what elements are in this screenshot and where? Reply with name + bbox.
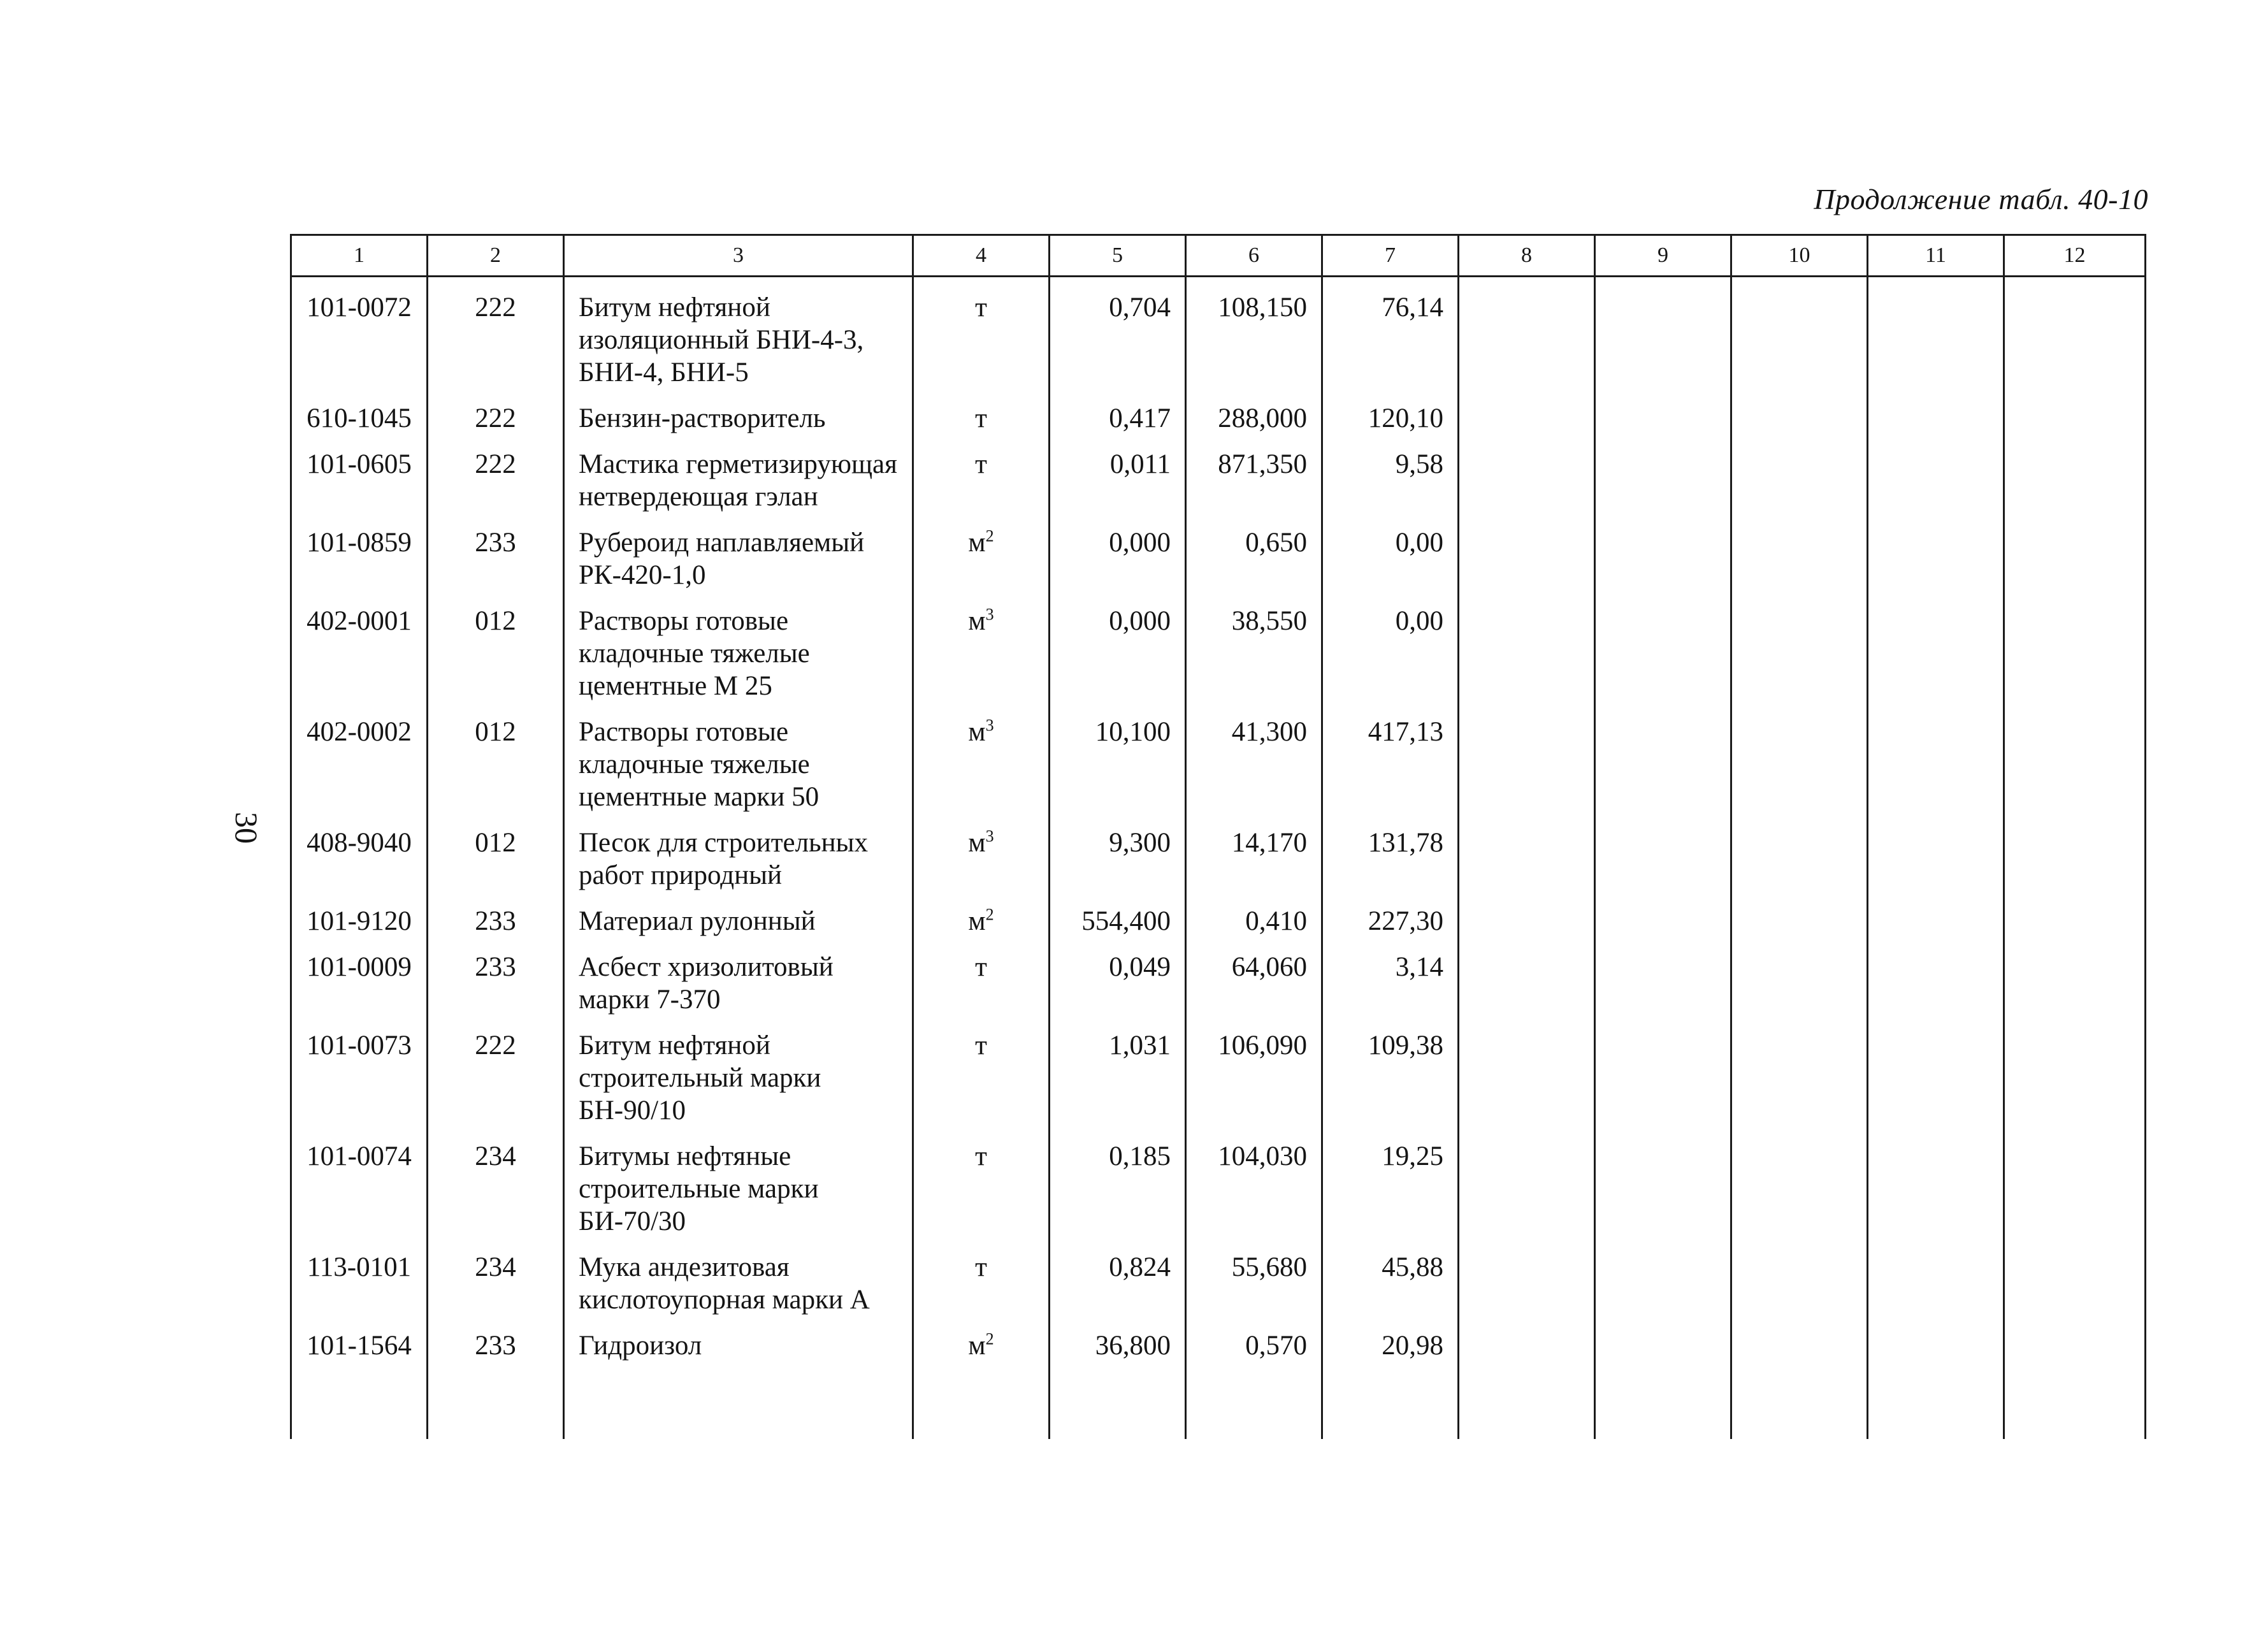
resource-code-cell [291,1029,428,1140]
unit-cell [913,951,1050,1029]
filler-cell [913,1375,1050,1439]
quantity-cell [1050,1251,1186,1329]
table-filler-row [291,1375,2146,1439]
table-body [291,277,2146,1440]
unit-exponent: 2 [985,526,994,546]
unit-price-cell [1186,1329,1322,1375]
resource-code-cell [291,1251,428,1329]
unit-text: м [968,717,986,747]
empty-cell-col-9 [1595,1140,1731,1251]
table-row [291,951,2146,1029]
empty-cell-col-10 [1731,526,1868,605]
empty-cell-col-11 [1868,1140,2004,1251]
materials-table [290,234,2146,1439]
unit-text: м [968,606,986,636]
unit-price-text: 14,170 [1231,828,1307,858]
empty-cell-col-12 [2004,716,2146,827]
empty-cell-col-10 [1731,605,1868,716]
total-cost-text: 9,58 [1395,449,1443,479]
unit-price-cell [1186,1140,1322,1251]
unit-cell [913,716,1050,827]
resource-code-cell [291,1329,428,1375]
empty-cell-col-11 [1868,448,2004,526]
empty-cell-col-11 [1868,827,2004,905]
resource-code-cell [291,402,428,448]
material-name-cell [564,402,913,448]
unit-cell [913,605,1050,716]
group-code-cell [428,277,564,403]
table-row [291,402,2146,448]
material-name-cell [564,1140,913,1251]
resource-code-cell [291,905,428,951]
group-code-text: 012 [475,828,516,858]
total-cost-cell [1322,951,1459,1029]
group-code-text: 234 [475,1141,516,1171]
material-name-text: Битум нефтяной строительный марки БН-90/10 [579,1030,821,1125]
quantity-text: 36,800 [1095,1331,1171,1361]
group-code-cell [428,1140,564,1251]
empty-cell-col-10 [1731,1140,1868,1251]
empty-cell-col-8 [1459,526,1595,605]
unit-text: м [968,828,986,858]
group-code-cell [428,1251,564,1329]
resource-code-text: 101-0073 [307,1030,412,1060]
empty-cell-col-12 [2004,1329,2146,1375]
header-col-3: 3 [564,235,913,277]
unit-price-text: 108,150 [1218,293,1307,322]
quantity-cell [1050,716,1186,827]
empty-cell-col-12 [2004,277,2146,403]
group-code-cell [428,905,564,951]
group-code-text: 233 [475,952,516,982]
material-name-cell [564,605,913,716]
material-name-text: Растворы готовые кладочные тяжелые цементные марки 50 [579,717,820,812]
material-name-text: Асбест хризолитовый марки 7-370 [579,952,834,1015]
empty-cell-col-10 [1731,1329,1868,1375]
group-code-cell [428,1329,564,1375]
unit-text: т [975,952,987,982]
quantity-text: 0,000 [1109,606,1171,636]
total-cost-text: 19,25 [1382,1141,1443,1171]
empty-cell-col-8 [1459,1140,1595,1251]
unit-text: м [968,528,986,558]
quantity-cell [1050,605,1186,716]
filler-cell [564,1375,913,1439]
group-code-cell [428,605,564,716]
unit-text: т [975,1252,987,1282]
resource-code-text: 101-0009 [307,952,412,982]
empty-cell-col-10 [1731,277,1868,403]
material-name-cell [564,1251,913,1329]
unit-exponent: 3 [985,716,994,735]
material-name-cell [564,716,913,827]
empty-cell-col-11 [1868,1029,2004,1140]
empty-cell-col-10 [1731,951,1868,1029]
quantity-text: 0,824 [1109,1252,1171,1282]
material-name-cell [564,827,913,905]
empty-cell-col-12 [2004,1029,2146,1140]
empty-cell-col-12 [2004,402,2146,448]
header-col-4: 4 [913,235,1050,277]
empty-cell-col-12 [2004,905,2146,951]
empty-cell-col-9 [1595,1329,1731,1375]
group-code-text: 012 [475,717,516,747]
total-cost-cell [1322,605,1459,716]
quantity-text: 10,100 [1095,717,1171,747]
resource-code-text: 408-9040 [307,828,412,858]
unit-cell [913,1140,1050,1251]
empty-cell-col-9 [1595,905,1731,951]
empty-cell-col-11 [1868,905,2004,951]
group-code-text: 222 [475,293,516,322]
empty-cell-col-9 [1595,1251,1731,1329]
material-name-text: Мастика герметизирующая нетвердеющая гэлан [579,449,897,512]
total-cost-cell [1322,1251,1459,1329]
unit-text: т [975,293,987,322]
material-name-text: Битум нефтяной изоляционный БНИ-4-3, БНИ-4, БНИ-5 [579,293,864,387]
total-cost-cell [1322,827,1459,905]
total-cost-cell [1322,1029,1459,1140]
header-col-5: 5 [1050,235,1186,277]
empty-cell-col-10 [1731,827,1868,905]
material-name-cell [564,905,913,951]
unit-exponent: 2 [985,1329,994,1349]
resource-code-cell [291,716,428,827]
filler-cell [1731,1375,1868,1439]
group-code-text: 012 [475,606,516,636]
empty-cell-col-10 [1731,716,1868,827]
empty-cell-col-9 [1595,951,1731,1029]
resource-code-text: 101-9120 [307,906,412,936]
total-cost-cell [1322,277,1459,403]
header-col-11: 11 [1868,235,2004,277]
group-code-text: 222 [475,1030,516,1060]
resource-code-text: 101-0074 [307,1141,412,1171]
filler-cell [2004,1375,2146,1439]
unit-price-cell [1186,1029,1322,1140]
resource-code-cell [291,448,428,526]
empty-cell-col-12 [2004,1140,2146,1251]
header-col-10: 10 [1731,235,1868,277]
empty-cell-col-8 [1459,402,1595,448]
table-row [291,716,2146,827]
unit-cell [913,402,1050,448]
group-code-text: 234 [475,1252,516,1282]
table-row [291,1029,2146,1140]
quantity-cell [1050,827,1186,905]
empty-cell-col-8 [1459,827,1595,905]
group-code-text: 233 [475,906,516,936]
unit-cell [913,827,1050,905]
header-col-7: 7 [1322,235,1459,277]
filler-cell [1868,1375,2004,1439]
total-cost-cell [1322,1140,1459,1251]
total-cost-cell [1322,716,1459,827]
unit-price-text: 55,680 [1231,1252,1307,1282]
resource-code-text: 402-0002 [307,717,412,747]
resource-code-text: 101-0859 [307,528,412,558]
material-name-cell [564,277,913,403]
quantity-cell [1050,448,1186,526]
empty-cell-col-11 [1868,1329,2004,1375]
table-row [291,526,2146,605]
unit-cell [913,526,1050,605]
unit-cell [913,448,1050,526]
unit-price-cell [1186,905,1322,951]
page-number: 30 [229,812,264,844]
resource-code-text: 101-1564 [307,1331,412,1361]
quantity-text: 0,049 [1109,952,1171,982]
quantity-text: 0,417 [1109,403,1171,433]
unit-price-text: 104,030 [1218,1141,1307,1171]
unit-price-text: 38,550 [1231,606,1307,636]
unit-exponent: 3 [985,827,994,846]
unit-price-cell [1186,526,1322,605]
empty-cell-col-9 [1595,827,1731,905]
header-col-9: 9 [1595,235,1731,277]
unit-price-text: 41,300 [1231,717,1307,747]
filler-cell [428,1375,564,1439]
material-name-cell [564,448,913,526]
unit-cell [913,1029,1050,1140]
table-header-row [291,235,2146,277]
group-code-cell [428,951,564,1029]
unit-price-cell [1186,277,1322,403]
table-row [291,1329,2146,1375]
unit-cell [913,905,1050,951]
empty-cell-col-9 [1595,1029,1731,1140]
material-name-cell [564,1329,913,1375]
unit-exponent: 2 [985,905,994,924]
total-cost-cell [1322,905,1459,951]
group-code-text: 233 [475,1331,516,1361]
empty-cell-col-10 [1731,448,1868,526]
empty-cell-col-11 [1868,605,2004,716]
unit-text: т [975,1030,987,1060]
total-cost-text: 0,00 [1395,606,1443,636]
material-name-cell [564,526,913,605]
total-cost-text: 227,30 [1368,906,1443,936]
filler-cell [1322,1375,1459,1439]
empty-cell-col-9 [1595,448,1731,526]
total-cost-text: 0,00 [1395,528,1443,558]
unit-text: т [975,403,987,433]
quantity-text: 0,000 [1109,528,1171,558]
unit-text: м [968,906,986,936]
unit-price-text: 0,410 [1245,906,1307,936]
material-name-cell [564,951,913,1029]
quantity-cell [1050,277,1186,403]
group-code-text: 233 [475,528,516,558]
resource-code-cell [291,605,428,716]
empty-cell-col-12 [2004,526,2146,605]
unit-price-text: 288,000 [1218,403,1307,433]
unit-price-text: 64,060 [1231,952,1307,982]
table-row [291,827,2146,905]
material-name-text: Гидроизол [579,1331,702,1361]
quantity-cell [1050,402,1186,448]
empty-cell-col-12 [2004,448,2146,526]
unit-text: т [975,449,987,479]
unit-price-cell [1186,448,1322,526]
total-cost-text: 45,88 [1382,1252,1443,1282]
quantity-text: 0,704 [1109,293,1171,322]
material-name-text: Песок для строительных работ природный [579,828,869,890]
resource-code-cell [291,526,428,605]
quantity-text: 0,011 [1109,449,1171,479]
resource-code-text: 610-1045 [307,403,412,433]
material-name-text: Мука андезитовая кислотоупорная марки А [579,1252,870,1315]
empty-cell-col-11 [1868,951,2004,1029]
filler-cell [1459,1375,1595,1439]
unit-cell [913,277,1050,403]
empty-cell-col-12 [2004,827,2146,905]
empty-cell-col-9 [1595,716,1731,827]
total-cost-text: 76,14 [1382,293,1443,322]
total-cost-cell [1322,526,1459,605]
empty-cell-col-11 [1868,526,2004,605]
empty-cell-col-10 [1731,402,1868,448]
unit-price-text: 106,090 [1218,1030,1307,1060]
table-row [291,1140,2146,1251]
table-row [291,448,2146,526]
unit-price-text: 871,350 [1218,449,1307,479]
empty-cell-col-8 [1459,716,1595,827]
quantity-cell [1050,905,1186,951]
empty-cell-col-9 [1595,402,1731,448]
group-code-text: 222 [475,449,516,479]
group-code-cell [428,1029,564,1140]
table-continuation-caption: Продолжение табл. 40-10 [1814,183,2148,215]
empty-cell-col-10 [1731,905,1868,951]
total-cost-text: 20,98 [1382,1331,1443,1361]
material-name-text: Рубероид наплавляемый РК-420-1,0 [579,528,865,590]
quantity-cell [1050,1140,1186,1251]
empty-cell-col-8 [1459,905,1595,951]
group-code-cell [428,448,564,526]
empty-cell-col-11 [1868,402,2004,448]
header-col-1: 1 [291,235,428,277]
quantity-cell [1050,526,1186,605]
empty-cell-col-8 [1459,1029,1595,1140]
header-col-2: 2 [428,235,564,277]
material-name-text: Битумы нефтяные строительные марки БИ-70/30 [579,1141,819,1236]
unit-price-cell [1186,1251,1322,1329]
unit-price-cell [1186,827,1322,905]
total-cost-cell [1322,402,1459,448]
quantity-cell [1050,1329,1186,1375]
quantity-cell [1050,951,1186,1029]
unit-cell [913,1251,1050,1329]
material-name-text: Материал рулонный [579,906,816,936]
resource-code-text: 101-0605 [307,449,412,479]
empty-cell-col-8 [1459,951,1595,1029]
quantity-cell [1050,1029,1186,1140]
group-code-cell [428,716,564,827]
material-name-text: Бензин-растворитель [579,403,826,433]
empty-cell-col-8 [1459,1251,1595,1329]
resource-code-cell [291,277,428,403]
filler-cell [1595,1375,1731,1439]
empty-cell-col-9 [1595,277,1731,403]
empty-cell-col-11 [1868,277,2004,403]
group-code-text: 222 [475,403,516,433]
table-row [291,1251,2146,1329]
unit-cell [913,1329,1050,1375]
resource-code-text: 101-0072 [307,293,412,322]
empty-cell-col-12 [2004,951,2146,1029]
header-col-12: 12 [2004,235,2146,277]
total-cost-text: 3,14 [1395,952,1443,982]
header-col-6: 6 [1186,235,1322,277]
filler-cell [1186,1375,1322,1439]
table-row [291,605,2146,716]
empty-cell-col-9 [1595,526,1731,605]
total-cost-text: 417,13 [1368,717,1443,747]
unit-price-cell [1186,951,1322,1029]
unit-text: т [975,1141,987,1171]
empty-cell-col-10 [1731,1251,1868,1329]
empty-cell-col-9 [1595,605,1731,716]
total-cost-text: 120,10 [1368,403,1443,433]
empty-cell-col-8 [1459,1329,1595,1375]
filler-cell [291,1375,428,1439]
empty-cell-col-8 [1459,277,1595,403]
empty-cell-col-11 [1868,1251,2004,1329]
total-cost-text: 109,38 [1368,1030,1443,1060]
unit-exponent: 3 [985,605,994,624]
filler-cell [1050,1375,1186,1439]
resource-code-text: 402-0001 [307,606,412,636]
total-cost-cell [1322,448,1459,526]
group-code-cell [428,402,564,448]
resource-code-cell [291,1140,428,1251]
table-row [291,905,2146,951]
empty-cell-col-11 [1868,716,2004,827]
total-cost-text: 131,78 [1368,828,1443,858]
total-cost-cell [1322,1329,1459,1375]
unit-price-text: 0,570 [1245,1331,1307,1361]
empty-cell-col-12 [2004,605,2146,716]
unit-price-cell [1186,716,1322,827]
empty-cell-col-10 [1731,1029,1868,1140]
group-code-cell [428,827,564,905]
quantity-text: 1,031 [1109,1030,1171,1060]
resource-code-text: 113-0101 [307,1252,412,1282]
material-name-text: Растворы готовые кладочные тяжелые цементные М 25 [579,606,810,701]
unit-price-cell [1186,402,1322,448]
resource-code-cell [291,951,428,1029]
quantity-text: 554,400 [1081,906,1171,936]
table-row [291,277,2146,403]
empty-cell-col-8 [1459,605,1595,716]
resource-code-cell [291,827,428,905]
header-col-8: 8 [1459,235,1595,277]
group-code-cell [428,526,564,605]
quantity-text: 0,185 [1109,1141,1171,1171]
quantity-text: 9,300 [1109,828,1171,858]
empty-cell-col-12 [2004,1251,2146,1329]
material-name-cell [564,1029,913,1140]
unit-text: м [968,1331,986,1361]
empty-cell-col-8 [1459,448,1595,526]
unit-price-text: 0,650 [1245,528,1307,558]
unit-price-cell [1186,605,1322,716]
